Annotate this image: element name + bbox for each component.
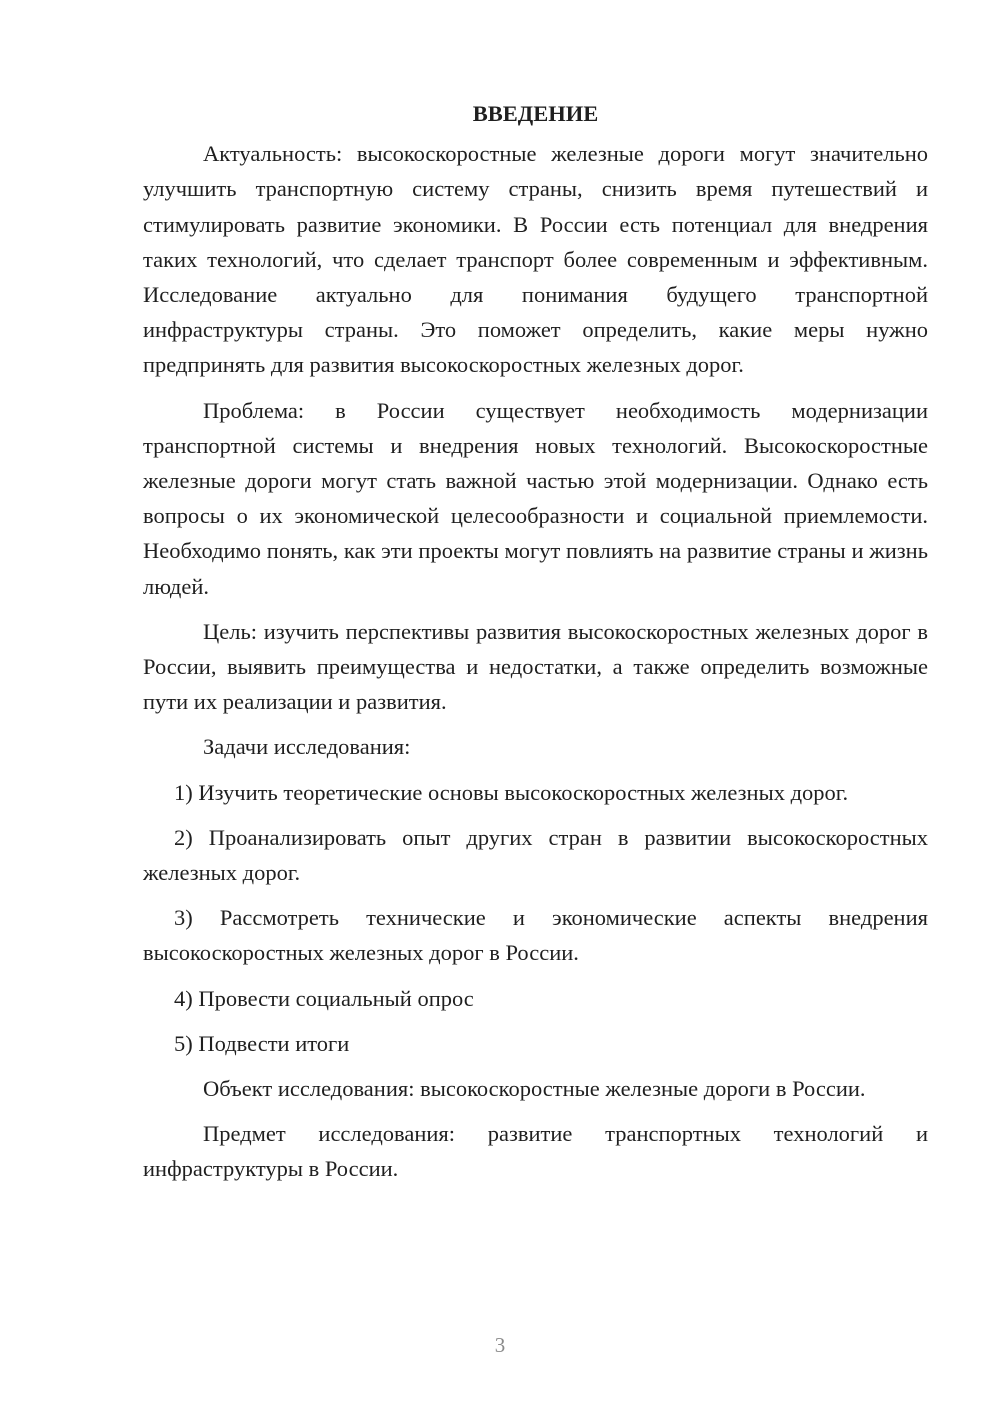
task-item-5: 5) Подвести итоги [174,1030,350,1056]
tasks-heading: Задачи исследования: [203,734,411,760]
task-item-1: 1) Изучить теоретические основы высокоскоростных железных дорог. [174,779,849,805]
paragraph-problem: Проблема: в России существует необходимость модернизации транспортной системы и внедрения новых технологий. Высокоскоростные железные дороги могут стать важной частью этой модернизации. Однако есть вопросы о их экономической целесообразности и социальной приемлемости. Необходимо понять, как эти проекты могут повлиять на развитие страны и жизнь людей. [143,397,928,599]
page-title: ВВЕДЕНИЕ [472,101,599,126]
task-item-3: 3) Рассмотреть технические и экономические аспекты внедрения высокоскоростных железных дорог в России. [143,905,928,966]
paragraph-relevance: Актуальность: высокоскоростные железные дороги могут значительно улучшить транспортную систему страны, снизить время путешествий и стимулировать развитие экономики. В России есть потенциал для внедрения таких технологий, что сделает транспорт более современным и эффективным. Исследование актуально для понимания будущего транспортной инфраструктуры страны. Это поможет определить, какие меры нужно предпринять для развития высокоскоростных железных дорог. [143,141,928,378]
document-page [143,96,928,1197]
page-number: 3 [494,1333,506,1357]
paragraph-object: Объект исследования: высокоскоростные железные дороги в России. [203,1076,866,1102]
paragraph-subject: Предмет исследования: развитие транспортных технологий и инфраструктуры в России. [143,1121,928,1182]
paragraph-goal: Цель: изучить перспективы развития высокоскоростных железных дорог в России, выявить преимущества и недостатки, а также определить возможные пути их реализации и развития. [143,618,928,715]
task-item-2: 2) Проанализировать опыт других стран в развитии высокоскоростных железных дорог. [143,824,928,886]
task-item-4: 4) Провести социальный опрос [174,985,474,1011]
